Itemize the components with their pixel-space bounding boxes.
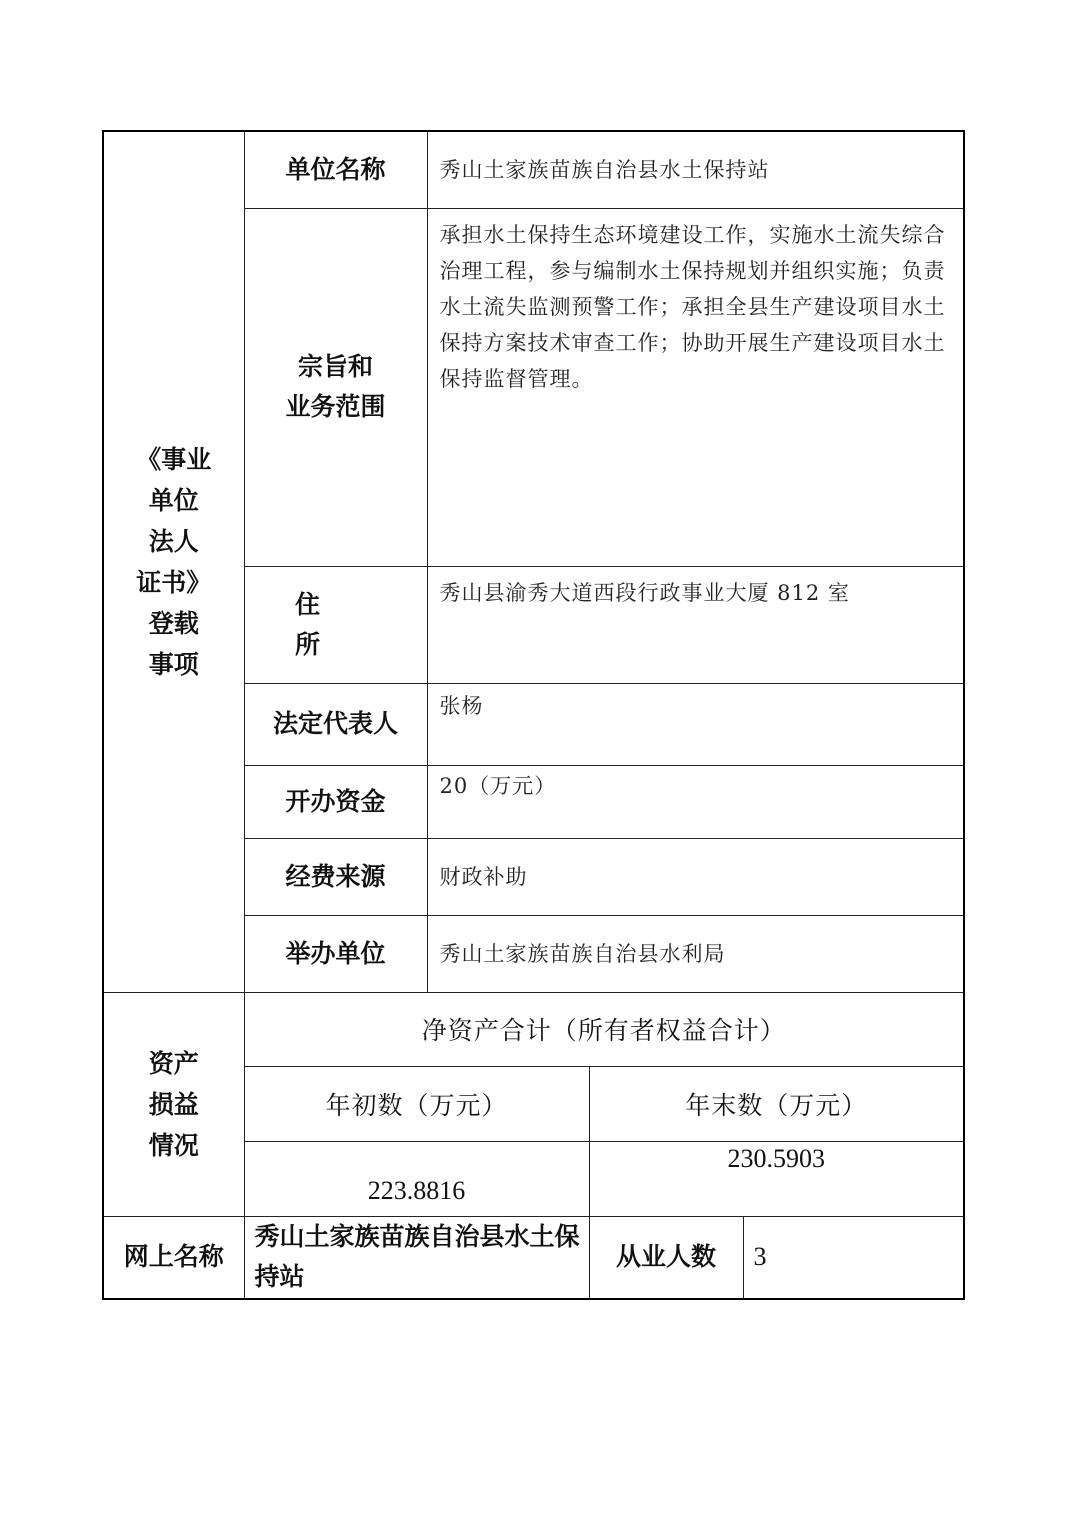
end-year-label: 年末数（万元） — [589, 1066, 964, 1141]
registration-table — [102, 130, 965, 1300]
legal-rep-value: 张杨 — [427, 683, 964, 765]
sponsor-value: 秀山土家族苗族自治县水利局 — [427, 915, 964, 992]
address-value: 秀山县渝秀大道西段行政事业大厦 812 室 — [427, 566, 964, 683]
begin-year-label: 年初数（万元） — [244, 1066, 589, 1141]
end-year-value: 230.5903 — [589, 1141, 964, 1216]
side-line: 证书》 — [136, 567, 212, 597]
unit-name-value: 秀山土家族苗族自治县水土保持站 — [427, 131, 964, 208]
funding-source-value: 财政补助 — [427, 838, 964, 915]
assets-section-label — [103, 992, 244, 1216]
online-name-value: 秀山土家族苗族自治县水土保持站 — [244, 1216, 589, 1299]
sponsor-label: 举办单位 — [244, 915, 427, 992]
begin-year-value: 223.8816 — [244, 1141, 589, 1216]
purpose-label-line: 业务范围 — [285, 392, 386, 421]
registration-section-label — [103, 131, 244, 992]
side-line: 《事业 — [136, 444, 212, 474]
side-line: 法人 — [148, 526, 199, 556]
side-line: 事项 — [148, 649, 199, 679]
net-assets-header: 净资产合计（所有者权益合计） — [244, 992, 964, 1066]
address-label — [244, 566, 427, 683]
legal-rep-label: 法定代表人 — [244, 683, 427, 765]
address-label-text: 住 所 — [294, 589, 376, 659]
purpose-label — [244, 208, 427, 566]
capital-label: 开办资金 — [244, 765, 427, 838]
assets-line: 情况 — [148, 1130, 199, 1160]
purpose-label-line: 宗旨和 — [297, 352, 373, 381]
employees-label: 从业人数 — [589, 1216, 743, 1299]
side-line: 单位 — [148, 485, 199, 515]
side-line: 登载 — [148, 608, 199, 638]
capital-value: 20（万元） — [427, 765, 964, 838]
online-name-label: 网上名称 — [103, 1216, 244, 1299]
purpose-value: 承担水土保持生态环境建设工作，实施水土流失综合治理工程，参与编制水土保持规划并组织实施；负责水土流失监测预警工作；承担全县生产建设项目水土保持方案技术审查工作；协助开展生产建设项目水土保持监督管理。 — [427, 208, 964, 566]
assets-line: 损益 — [148, 1089, 199, 1119]
employees-value: 3 — [743, 1216, 964, 1299]
assets-line: 资产 — [148, 1048, 199, 1078]
funding-source-label: 经费来源 — [244, 838, 427, 915]
unit-name-label: 单位名称 — [244, 131, 427, 208]
